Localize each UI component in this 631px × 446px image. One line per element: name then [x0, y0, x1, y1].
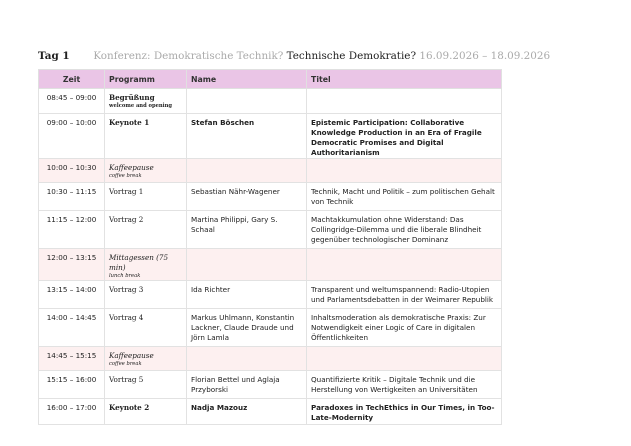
- title-cell: Inhaltsmoderation als demokratische Praxis: Zur Notwendigkeit einer Logic of Care in digitalen Öffentlichkeiten: [307, 309, 502, 347]
- program-sublabel: lunch break: [109, 273, 141, 279]
- name-cell: [187, 249, 307, 281]
- name-cell: Nadja Mazouz: [187, 399, 307, 425]
- program-cell: [105, 159, 187, 183]
- program-cell: Vortrag 2: [105, 211, 187, 249]
- program-label: Mittagessen (75 min): [109, 253, 169, 272]
- program-cell: Vortrag 4: [105, 309, 187, 347]
- program-label: Kaffeepause: [109, 163, 154, 172]
- title-cell: Quantifizierte Kritik – Digitale Technik und die Herstellung von Wertigkeiten an Universitäten: [307, 371, 502, 399]
- column-header-name: Name: [187, 70, 307, 89]
- time-cell: 09:00 – 10:00: [39, 114, 105, 159]
- column-header-program: Programm: [105, 70, 187, 89]
- table-row-break: [39, 159, 502, 183]
- title-cell: [307, 249, 502, 281]
- program-cell: Vortrag 3: [105, 281, 187, 309]
- program-cell: [105, 249, 187, 281]
- name-cell: [187, 159, 307, 183]
- name-cell: [187, 347, 307, 371]
- program-cell: [105, 347, 187, 371]
- table-row: [39, 281, 502, 309]
- program-sublabel: welcome and opening: [109, 103, 173, 109]
- time-cell: 14:00 – 14:45: [39, 309, 105, 347]
- title-cell: Machtakkumulation ohne Widerstand: Das Collingridge-Dilemma und die liberale Blindheit gegenüber technologischer Dominanz: [307, 211, 502, 249]
- program-sublabel: coffee break: [109, 173, 142, 179]
- name-cell: Ida Richter: [187, 281, 307, 309]
- name-cell: Florian Bettel und Aglaja Przyborski: [187, 371, 307, 399]
- title-cell: Transparent und weltumspannend: Radio-Utopien und Parlamentsdebatten in der Weimarer Republik: [307, 281, 502, 309]
- conference-title: Technische Demokratie?: [286, 50, 417, 62]
- time-cell: 15:15 – 16:00: [39, 371, 105, 399]
- time-cell: 14:45 – 15:15: [39, 347, 105, 371]
- schedule-table: [38, 69, 502, 425]
- name-cell: Martina Philippi, Gary S. Schaal: [187, 211, 307, 249]
- name-cell: Stefan Böschen: [187, 114, 307, 159]
- column-header-title: Titel: [307, 70, 502, 89]
- header-row: [39, 70, 502, 89]
- program-sublabel: coffee break: [109, 361, 142, 367]
- title-cell: Paradoxes in TechEthics in Our Times, in Too-Late-Modernity: [307, 399, 502, 425]
- table-row: [39, 211, 502, 249]
- table-row-break: [39, 347, 502, 371]
- program-label: Begrüßung: [109, 93, 155, 102]
- time-cell: 11:15 – 12:00: [39, 211, 105, 249]
- time-cell: 08:45 – 09:00: [39, 89, 105, 114]
- title-cell: [307, 89, 502, 114]
- table-row: [39, 89, 502, 114]
- day-label: Tag 1: [38, 50, 70, 62]
- conference-dates: 16.09.2026 – 18.09.2026: [419, 50, 551, 62]
- table-row: [39, 309, 502, 347]
- table-row-break: [39, 249, 502, 281]
- title-cell: Epistemic Participation: Collaborative Knowledge Production in an Era of Fragile Democratic Promises and Digital Authoritarianism: [307, 114, 502, 159]
- name-cell: Sebastian Nähr-Wagener: [187, 183, 307, 211]
- table-row: [39, 371, 502, 399]
- title-cell: [307, 347, 502, 371]
- title-cell: [307, 159, 502, 183]
- table-row: [39, 399, 502, 425]
- program-cell: [105, 89, 187, 114]
- program-cell: Vortrag 1: [105, 183, 187, 211]
- program-cell: Vortrag 5: [105, 371, 187, 399]
- name-cell: [187, 89, 307, 114]
- table-row: [39, 114, 502, 159]
- time-cell: 13:15 – 14:00: [39, 281, 105, 309]
- conference-prefix: Konferenz: Demokratische Technik?: [93, 50, 284, 62]
- program-cell: Keynote 2: [105, 399, 187, 425]
- time-cell: 16:00 – 17:00: [39, 399, 105, 425]
- column-header-time: Zeit: [39, 70, 105, 89]
- program-cell: Keynote 1: [105, 114, 187, 159]
- time-cell: 10:00 – 10:30: [39, 159, 105, 183]
- page-header: [38, 50, 598, 66]
- time-cell: 10:30 – 11:15: [39, 183, 105, 211]
- time-cell: 12:00 – 13:15: [39, 249, 105, 281]
- name-cell: Markus Uhlmann, Konstantin Lackner, Claude Draude und Jörn Lamla: [187, 309, 307, 347]
- title-cell: Technik, Macht und Politik – zum politischen Gehalt von Technik: [307, 183, 502, 211]
- program-label: Kaffeepause: [109, 351, 154, 360]
- table-row: [39, 183, 502, 211]
